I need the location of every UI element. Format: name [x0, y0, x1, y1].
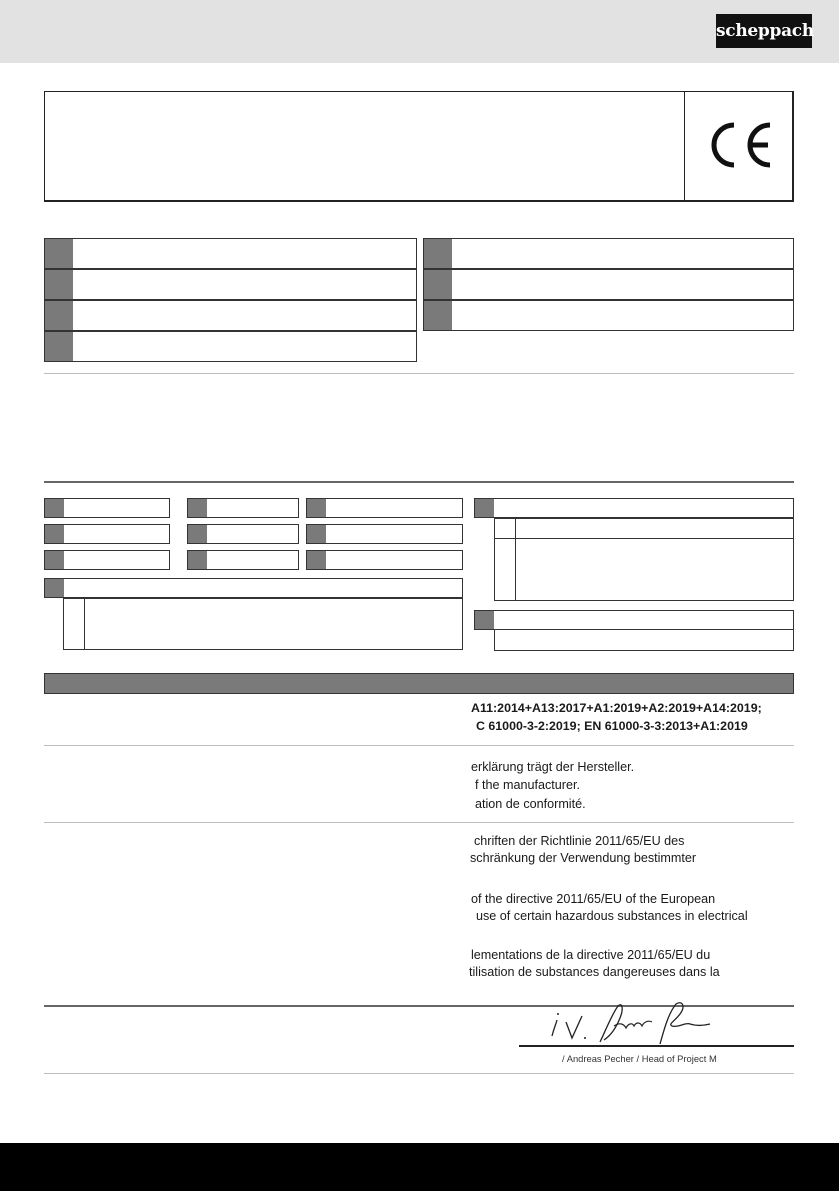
language-marker — [45, 301, 73, 330]
directive-marker — [45, 525, 64, 543]
directive-field — [44, 524, 170, 544]
notified-body-detail — [494, 539, 794, 601]
footer-band — [0, 1143, 839, 1191]
language-marker — [424, 301, 452, 330]
language-marker — [45, 332, 73, 361]
rohs-text-en: use of certain hazardous substances in electrical — [476, 909, 748, 923]
standards-header-bar — [44, 673, 794, 694]
declaration-title-box — [44, 91, 794, 202]
responsibility-text-fr: ation de conformité. — [475, 797, 586, 811]
signature-line — [519, 1045, 794, 1047]
rohs-text-de: chriften der Richtlinie 2011/65/EU des — [474, 834, 685, 848]
signatory-caption: / Andreas Pecher / Head of Project M — [562, 1053, 717, 1064]
rohs-text-de: schränkung der Verwendung bestimmter — [470, 851, 697, 865]
directive-field — [44, 498, 170, 518]
directive-field — [187, 498, 299, 518]
language-field — [423, 269, 794, 300]
standards-line: A11:2014+A13:2017+A1:2019+A2:2019+A14:2019; — [471, 701, 762, 715]
divider — [44, 481, 794, 483]
language-marker — [424, 270, 452, 299]
language-field — [44, 331, 417, 362]
directive-marker — [307, 499, 326, 517]
directive-field — [44, 550, 170, 570]
certificate-field — [474, 610, 794, 630]
notified-body-row — [494, 518, 794, 539]
language-field — [44, 269, 417, 300]
directive-marker — [307, 551, 326, 569]
language-field — [44, 238, 417, 269]
directive-marker — [475, 611, 494, 629]
rohs-text-fr: lementations de la directive 2011/65/EU du — [471, 948, 711, 962]
handwritten-signature — [530, 1000, 720, 1048]
directive-field — [306, 498, 463, 518]
ce-mark-cell — [684, 92, 792, 200]
responsibility-text-de: erklärung trägt der Hersteller. — [471, 760, 635, 774]
directive-field — [187, 550, 299, 570]
rohs-text-fr: tilisation de substances dangereuses dans la — [469, 965, 720, 979]
directive-marker — [307, 525, 326, 543]
directive-field — [306, 550, 463, 570]
detail-index-column — [64, 599, 85, 649]
header-band — [0, 0, 839, 63]
responsibility-text-en: f the manufacturer. — [475, 778, 581, 792]
directive-marker — [475, 499, 494, 517]
language-field — [423, 300, 794, 331]
ce-mark-icon — [704, 121, 774, 169]
directive-marker — [188, 499, 207, 517]
divider — [44, 822, 794, 823]
rohs-text-en: of the directive 2011/65/EU of the European — [471, 892, 716, 906]
directive-marker — [188, 551, 207, 569]
certificate-detail — [494, 630, 794, 651]
notified-body-field — [474, 498, 794, 518]
language-marker — [424, 239, 452, 268]
language-marker — [45, 239, 73, 268]
directive-field — [306, 524, 463, 544]
detail-index-column — [495, 519, 516, 538]
directive-marker — [45, 551, 64, 569]
divider — [44, 745, 794, 746]
directive-marker — [45, 579, 64, 597]
directive-marker — [188, 525, 207, 543]
detail-index-column — [495, 539, 516, 600]
directive-marker — [45, 499, 64, 517]
divider — [44, 1073, 794, 1074]
brand-logo: scheppach — [716, 14, 812, 48]
language-field — [44, 300, 417, 331]
directive-field-wide — [44, 578, 463, 598]
standards-line: C 61000-3-2:2019; EN 61000-3-3:2013+A1:2019 — [476, 719, 748, 733]
directive-detail-frame — [63, 598, 463, 650]
language-marker — [45, 270, 73, 299]
directive-field — [187, 524, 299, 544]
language-field — [423, 238, 794, 269]
divider — [44, 373, 794, 374]
